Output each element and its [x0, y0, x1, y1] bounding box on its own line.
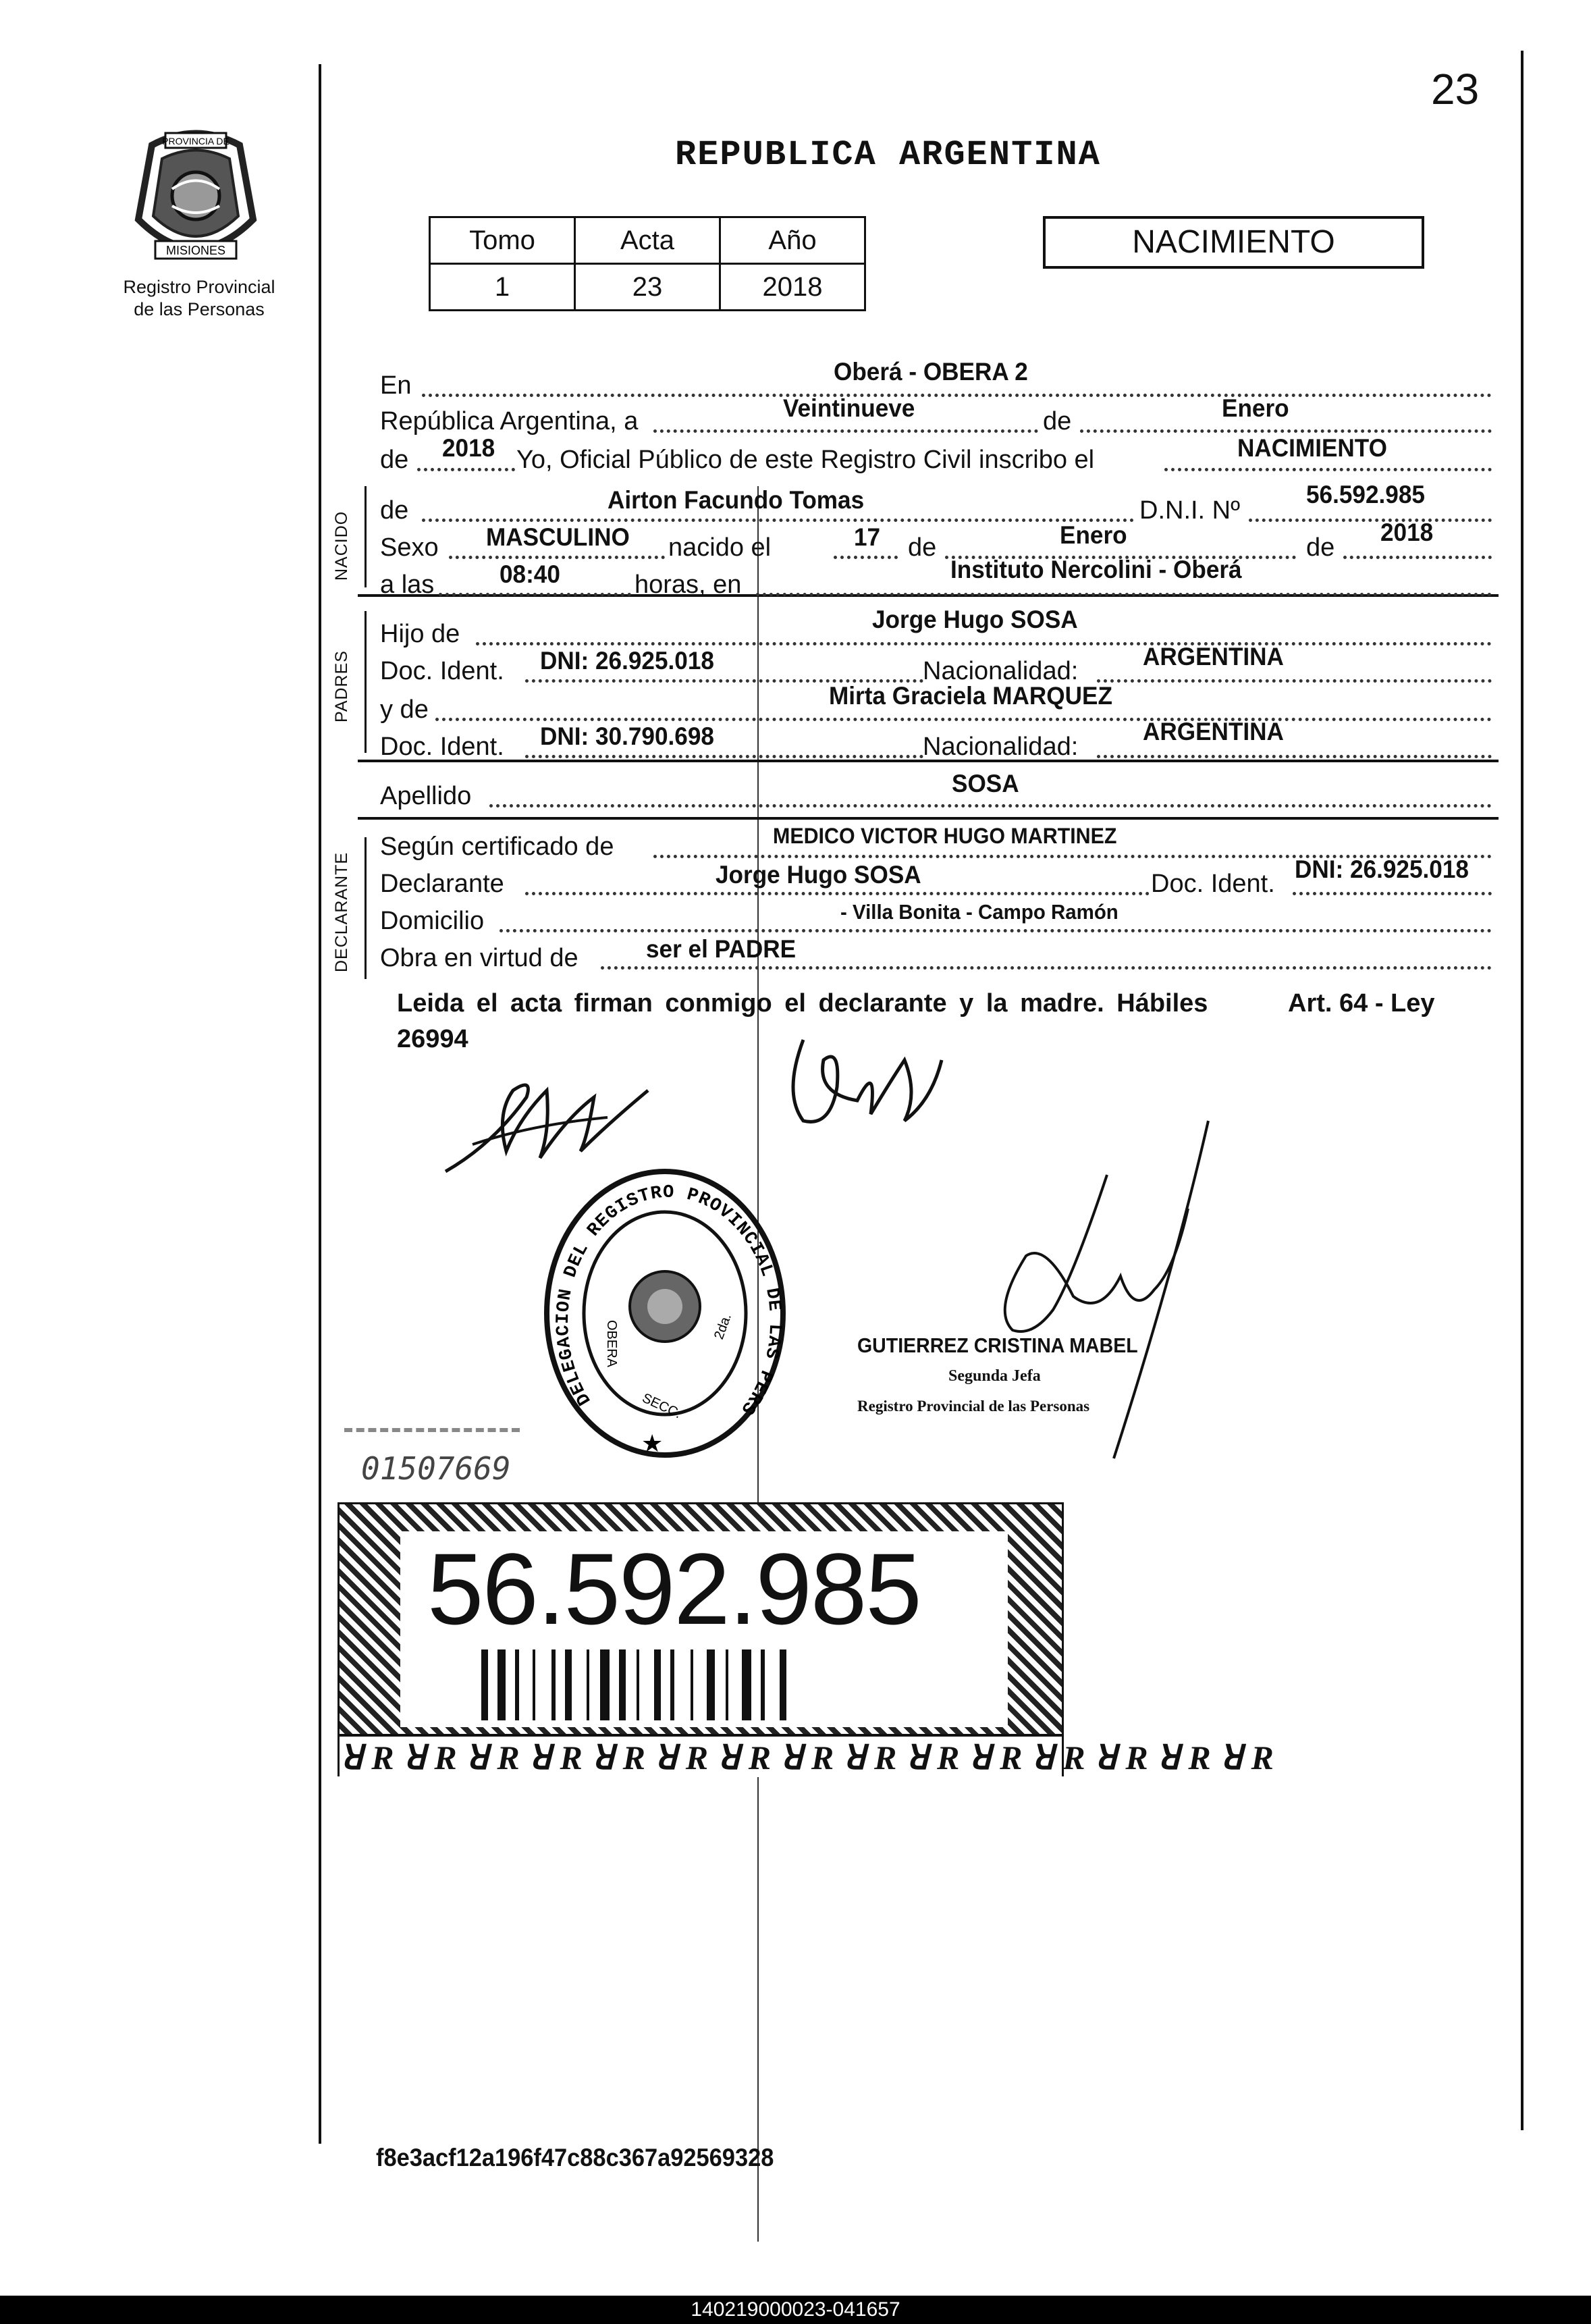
barcode-bar [742, 1649, 751, 1720]
svg-text:ꓤ R ꓤ R ꓤ R ꓤ R ꓤ R ꓤ R ꓤ R ꓤ: ꓤ R ꓤ R ꓤ R ꓤ R ꓤ R ꓤ R ꓤ R ꓤ R ꓤ R ꓤ R ꓤ R ꓤ R ꓤ R ꓤ R ꓤ R [340, 1739, 1274, 1776]
value-dia-nac: 17 [854, 523, 881, 551]
dots-declarante [525, 892, 1150, 895]
value-hora: 08:40 [500, 560, 560, 588]
mother-signature [776, 1020, 952, 1141]
barcode-bar [726, 1649, 728, 1720]
table-header-tomo: Tomo [430, 217, 575, 264]
barcode-bar [497, 1649, 506, 1720]
label-de-mes: de [1043, 407, 1072, 435]
page-number: 23 [1431, 65, 1480, 113]
dots-anio [417, 468, 515, 471]
value-anio-nac: 2018 [1380, 519, 1434, 546]
id-sticker [338, 1502, 1274, 1776]
label-horas-en: horas, en [635, 571, 742, 599]
value-dia: Veintinueve [783, 394, 915, 422]
table-value-anio: 2018 [720, 264, 865, 311]
dots-mes [1080, 429, 1492, 433]
dots-en-virtud [601, 966, 1492, 970]
closing-line-2: 26994 [397, 1025, 468, 1053]
document-hash: f8e3acf12a196f47c88c367a92569328 [376, 2144, 774, 2171]
officer-signature [972, 1107, 1229, 1472]
value-mes-nac: Enero [1060, 521, 1127, 549]
barcode-bar [481, 1649, 488, 1720]
barcode-bar [533, 1649, 535, 1720]
officer-role: Segunda Jefa [948, 1367, 1041, 1385]
label-obra-en-virtud: Obra en virtud de [380, 944, 578, 972]
footer-code: 140219000023-041657 [691, 2298, 900, 2321]
doc-type-box [1043, 216, 1424, 269]
value-padre-dni: DNI: 26.925.018 [540, 647, 714, 675]
label-hijo-de: Hijo de [380, 620, 460, 648]
stamp-ring-text: DELEGACION DEL REGISTRO PROVINCIAL DE LAS PERS [553, 1182, 785, 1419]
value-apellido: SOSA [952, 770, 1019, 797]
footer-bar [0, 2296, 1591, 2324]
label-declarante: Declarante [380, 870, 504, 898]
barcode-bar [780, 1649, 786, 1720]
value-certificado: MEDICO VICTOR HUGO MARTINEZ [773, 824, 1117, 848]
table-value-acta: 23 [575, 264, 720, 311]
sticker-number: 56.592.985 [427, 1532, 921, 1645]
barcode-bar [637, 1649, 639, 1720]
value-padre: Jorge Hugo SOSA [872, 606, 1078, 633]
dots-hora [439, 593, 631, 596]
value-lugar-nac: Instituto Nercolini - Oberá [950, 556, 1242, 583]
right-margin-line [1521, 51, 1523, 2130]
label-nacionalidad-1: Nacionalidad: [923, 657, 1079, 685]
barcode-bar [515, 1649, 519, 1720]
sticker-barcode [481, 1649, 940, 1720]
section-bar-declarante [365, 837, 367, 979]
registry-name-line2: de las Personas [134, 299, 265, 319]
value-nombre: Airton Facundo Tomas [608, 486, 865, 514]
label-apellido: Apellido [380, 782, 472, 810]
registry-table [429, 216, 866, 311]
dots-madre-dni [525, 755, 923, 758]
label-yo-oficial: Yo, Oficial Público de este Registro Civil inscribo el [516, 446, 1095, 474]
officer-office: Registro Provincial de las Personas [857, 1398, 1090, 1415]
dots-padre-nac [1097, 679, 1492, 683]
value-sexo: MASCULINO [486, 523, 630, 551]
section-label-declarante: DECLARANTE [332, 851, 351, 972]
barcode-bar [587, 1649, 589, 1720]
value-lugar: Oberá - OBERA 2 [834, 358, 1028, 386]
label-doc-ident-1: Doc. Ident. [380, 657, 504, 685]
barcode-bar [654, 1649, 661, 1720]
label-y-de: y de [380, 695, 429, 724]
section-divider-apellido [358, 817, 1499, 820]
section-bar-nacido [365, 486, 367, 587]
value-acto: NACIMIENTO [1237, 434, 1387, 462]
stamp-inner-right: 2da. [711, 1311, 735, 1342]
dots-lugar-nac [756, 593, 1492, 596]
dots-madre-nac [1097, 755, 1492, 758]
dots-sexo [449, 556, 665, 559]
label-de-nombre: de [380, 496, 409, 525]
dots-nombre [422, 519, 1134, 522]
label-doc-ident-3: Doc. Ident. [1151, 870, 1275, 898]
dots-acto [1164, 468, 1492, 471]
sticker-white-panel [400, 1531, 1008, 1727]
dots-apellido [489, 804, 1492, 808]
label-de-mes-nac: de [908, 533, 937, 562]
label-republica: República Argentina, a [380, 407, 639, 435]
doc-type-label: NACIMIENTO [1132, 224, 1335, 260]
label-sexo: Sexo [380, 533, 439, 562]
table-header-acta: Acta [575, 217, 720, 264]
seal-text-top: PROVINCIA DE [162, 136, 230, 147]
barcode-bar [565, 1649, 572, 1720]
section-label-nacido: NACIDO [332, 510, 351, 581]
province-seal-logo [125, 125, 267, 273]
seal-text-bottom: MISIONES [165, 244, 226, 257]
dots-padre [476, 642, 1492, 645]
label-doc-ident-2: Doc. Ident. [380, 733, 504, 761]
label-de-anio: de [380, 446, 409, 474]
barcode-bar [619, 1649, 626, 1720]
value-domicilio: - Villa Bonita - Campo Ramón [840, 900, 1118, 924]
registry-name-line1: Registro Provincial [123, 277, 275, 297]
svg-text:★: ★ [641, 1430, 664, 1458]
value-en-virtud: ser el PADRE [646, 935, 797, 963]
registry-stamp [540, 1165, 790, 1462]
value-anio: 2018 [442, 434, 495, 462]
dots-anio-nac [1343, 556, 1492, 559]
value-madre-dni: DNI: 30.790.698 [540, 722, 714, 750]
stamp-inner-bottom: SECC. [639, 1390, 684, 1422]
officer-name: GUTIERREZ CRISTINA MABEL [857, 1333, 1138, 1357]
closing-art: Art. 64 - Ley [1288, 989, 1435, 1018]
closing-line-1: Leida el acta firman conmigo el declarante y la madre. Hábiles [397, 989, 1208, 1018]
left-margin-line [319, 64, 321, 2144]
serial-number: 01507669 [361, 1450, 511, 1487]
barcode-bar [670, 1649, 674, 1720]
dots-dia-nac [834, 556, 898, 559]
barcode-bar [691, 1649, 693, 1720]
value-dni: 56.592.985 [1306, 481, 1425, 508]
label-en: En [380, 371, 412, 400]
value-mes: Enero [1222, 394, 1289, 422]
dots-en [422, 394, 1492, 397]
dots-declarante-dni [1293, 892, 1492, 895]
value-declarante-dni: DNI: 26.925.018 [1295, 855, 1469, 883]
country-title: REPUBLICA ARGENTINA [675, 135, 1101, 175]
label-domicilio: Domicilio [380, 907, 485, 935]
barcode-bar [600, 1649, 610, 1720]
barcode-bar [551, 1649, 556, 1720]
label-de-anio-nac: de [1306, 533, 1335, 562]
label-dni-no: D.N.I. Nº [1139, 496, 1240, 525]
value-padre-nac: ARGENTINA [1143, 643, 1284, 670]
faded-stamp-marks [344, 1428, 520, 1439]
label-nacido-el: nacido el [668, 533, 772, 562]
section-bar-padres [365, 611, 367, 753]
stamp-inner-left: OBERA [604, 1320, 619, 1368]
label-nacionalidad-2: Nacionalidad: [923, 733, 1079, 761]
barcode-bar [707, 1649, 715, 1720]
table-value-tomo: 1 [430, 264, 575, 311]
section-label-padres: PADRES [332, 650, 351, 722]
dots-madre [435, 718, 1492, 721]
dots-domicilio [500, 929, 1492, 932]
sticker-pattern-strip [340, 1734, 1274, 1777]
value-madre: Mirta Graciela MARQUEZ [829, 682, 1112, 710]
value-declarante: Jorge Hugo SOSA [716, 861, 921, 889]
dots-dni [1249, 519, 1492, 522]
label-segun-certificado: Según certificado de [380, 833, 614, 861]
dots-dia [653, 429, 1038, 433]
barcode-bar [761, 1649, 765, 1720]
label-a-las: a las [380, 571, 435, 599]
value-madre-nac: ARGENTINA [1143, 718, 1284, 745]
table-header-anio: Año [720, 217, 865, 264]
